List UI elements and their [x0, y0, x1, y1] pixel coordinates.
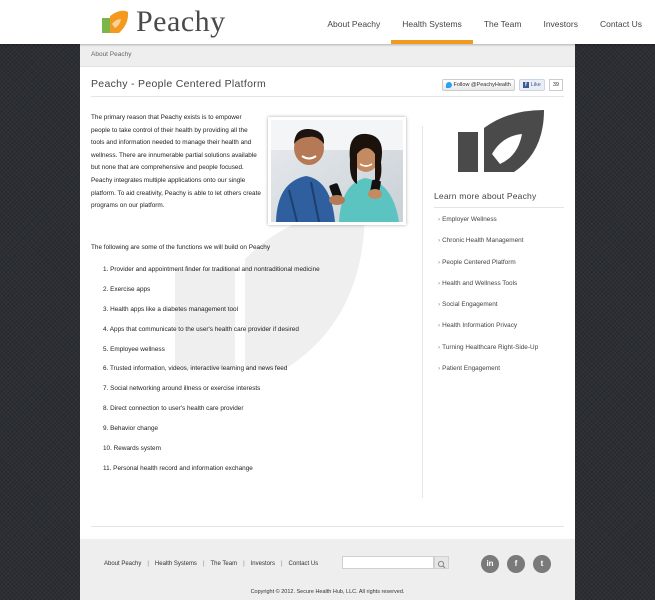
chevron-right-icon: › [438, 343, 441, 351]
sidebar-link-health-wellness-tools[interactable] [438, 280, 538, 301]
footer-separator: | [280, 561, 283, 567]
list-item: 3. Health apps like a diabetes management tool [103, 305, 238, 313]
logo[interactable] [99, 5, 234, 39]
site-footer [80, 539, 575, 600]
facebook-like-label: Like [530, 82, 541, 88]
search-button[interactable] [434, 556, 449, 569]
nav-investors[interactable]: Investors [543, 19, 578, 29]
sidebar-link-label: People Centered Platform [442, 258, 516, 266]
facebook-like-button[interactable] [519, 79, 545, 91]
nav-health-systems[interactable]: Health Systems [391, 0, 473, 44]
chevron-right-icon: › [438, 322, 441, 330]
linkedin-icon[interactable]: in [481, 555, 499, 573]
twitter-follow-button[interactable] [442, 79, 515, 91]
page-container [80, 44, 575, 600]
page-title: Peachy - People Centered Platform [91, 78, 267, 90]
functions-list [103, 266, 320, 485]
list-item: 2. Exercise apps [103, 285, 151, 293]
list-item: 6. Trusted information, videos, interactive learning and news feed [103, 365, 288, 373]
footer-separator: | [243, 561, 245, 567]
title-divider [91, 96, 564, 97]
footer-link-contact-us[interactable]: Contact Us [288, 561, 319, 567]
footer-link-about-peachy[interactable]: About Peachy [104, 561, 142, 567]
nav-the-team[interactable]: The Team [483, 19, 522, 29]
footer-nav [104, 561, 318, 567]
sidebar-link-label: Employer Wellness [442, 216, 497, 223]
twitter-follow-label: Follow @PeachyHealth [453, 82, 511, 88]
copyright-text: Copyright © 2012. Secure Health Hub, LLC. All rights reserved. [250, 589, 405, 595]
footer-search-input[interactable] [342, 556, 434, 569]
sidebar-link-label: Social Engagement [442, 301, 498, 309]
search-icon [435, 559, 448, 570]
sidebar-divider [422, 126, 423, 498]
sidebar-link-chronic-health-management[interactable] [438, 237, 538, 258]
facebook-icon[interactable]: f [507, 555, 525, 573]
list-item: 9. Behavior change [103, 425, 159, 433]
functions-lead: The following are some of the functions we will build on Peachy [91, 244, 271, 251]
intro-paragraph: The primary reason that Peachy exists is to empower people to take control of their health by providing all the tools and information needed to manage their health and wellness. There are innumerable partial solutions available but none that are comprehensive and people focused. Peachy integrates multiple applications onto our single platform. To aid creativity, Peachy is able to let others create programs on our platform. [91, 114, 261, 210]
nav-contact-us[interactable]: Contact Us [599, 19, 642, 29]
sidebar-link-label: Health and Wellness Tools [442, 279, 518, 287]
footer-separator: | [202, 561, 205, 567]
sidebar-link-label: Chronic Health Management [442, 237, 524, 245]
twitter-bird-icon [446, 82, 452, 88]
couple-with-phones-photo [268, 117, 406, 225]
sidebar-link-people-centered-platform[interactable] [438, 259, 538, 280]
sidebar-heading: Learn more about Peachy [434, 191, 537, 201]
twitter-icon[interactable]: t [533, 555, 551, 573]
list-item: 10. Rewards system [103, 445, 161, 453]
sidebar-link-social-engagement[interactable] [438, 301, 538, 322]
chevron-right-icon: › [438, 365, 441, 373]
sidebar-link-health-information-privacy[interactable] [438, 322, 538, 343]
chevron-right-icon: › [438, 237, 441, 245]
list-item: 11. Personal health record and information exchange [103, 464, 253, 472]
site-header [0, 0, 655, 44]
sidebar-link-label: Turning Healthcare Right-Side-Up [442, 343, 539, 351]
list-item: 7. Social networking around illness or exercise interests [103, 385, 261, 393]
sidebar-link-employer-wellness[interactable] [438, 216, 538, 237]
footer-divider [91, 526, 564, 527]
list-item: 4. Apps that communicate to the user's health care provider if desired [103, 325, 299, 333]
social-buttons [442, 79, 563, 91]
sidebar-link-label: Health Information Privacy [442, 322, 518, 330]
chevron-right-icon: › [438, 279, 441, 287]
sidebar-link-patient-engagement[interactable] [438, 365, 538, 386]
footer-link-health-systems[interactable]: Health Systems [154, 561, 197, 567]
main-nav [316, 0, 655, 44]
peachy-mark-icon [456, 110, 546, 174]
facebook-like-count: 39 [549, 79, 563, 91]
sidebar-links [438, 216, 538, 386]
logo-wordmark: Peachy [136, 5, 226, 38]
footer-link-investors[interactable]: Investors [250, 561, 275, 567]
breadcrumb-bar [80, 44, 575, 67]
list-item: 5. Employee wellness [103, 345, 165, 353]
footer-separator: | [147, 561, 149, 567]
breadcrumb[interactable]: About Peachy [91, 51, 132, 58]
sidebar-link-turning-healthcare[interactable] [438, 344, 538, 365]
nav-about-peachy[interactable]: About Peachy [327, 19, 381, 29]
facebook-f-icon: f [523, 82, 529, 88]
peachy-logo-icon [99, 10, 129, 34]
sidebar-link-label: Patient Engagement [442, 365, 501, 373]
chevron-right-icon: › [438, 216, 441, 223]
sidebar-heading-divider [434, 207, 564, 208]
list-item: 8. Direct connection to user's health care provider [103, 405, 244, 413]
chevron-right-icon: › [438, 258, 441, 266]
footer-link-the-team[interactable]: The Team [210, 561, 238, 567]
list-item: 1. Provider and appointment finder for traditional and nontraditional medicine [103, 266, 320, 273]
chevron-right-icon: › [438, 301, 441, 309]
